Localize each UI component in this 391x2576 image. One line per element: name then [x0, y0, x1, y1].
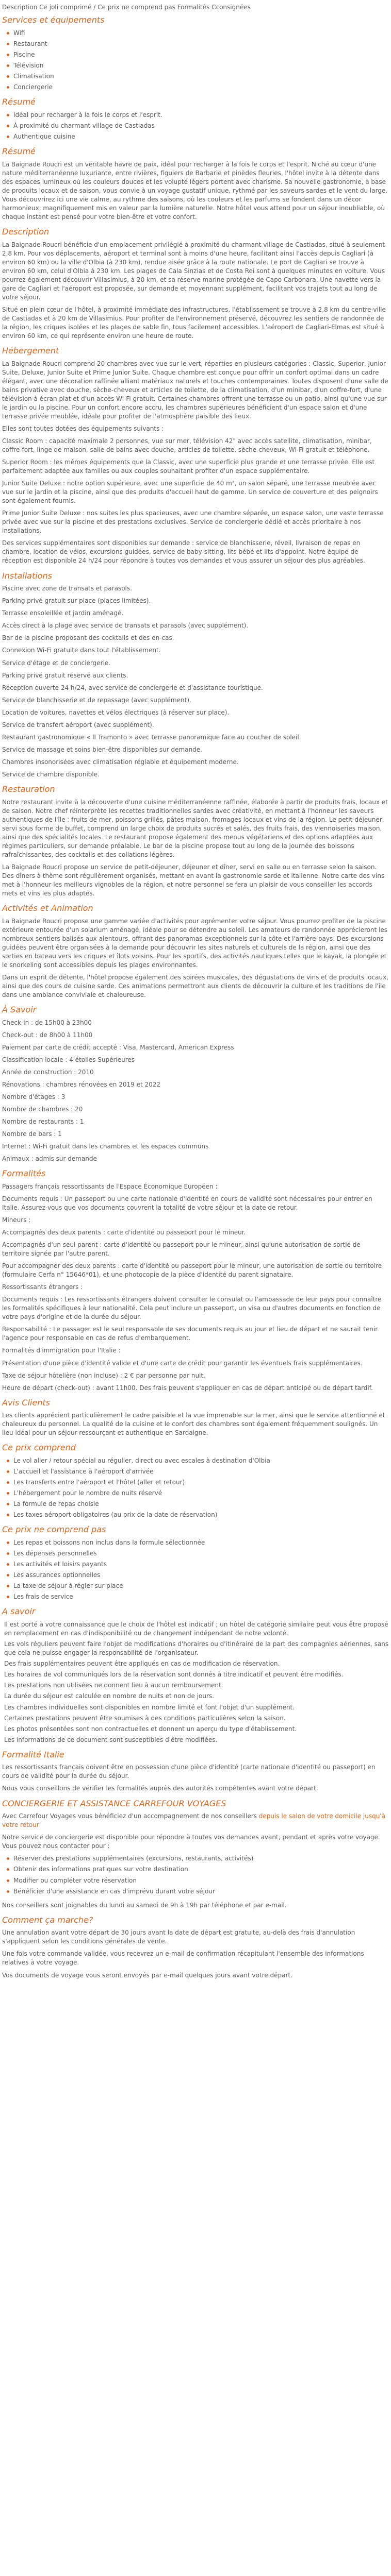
formalites-body [2, 1182, 389, 1393]
formalite-paragraph: Les ressortissants français doivent être en possession d'une pièce d'identité (carte nationale d'identité ou passeport) en cours de validité pour la durée du séjour. [2, 1764, 376, 1780]
installation-line: Service de massage et soins bien-être disponibles sur demande. [2, 745, 202, 753]
restauration-paragraph: Notre restaurant invite à la découverte d'une cuisine méditerranéenne raffinée, élaborée à partir de produits frais, locaux et de saison. Notre chef réinterprète les recettes traditionnelles sardes avec créativité, en mettant à l'honneur les saveurs authentiques de l'île : fruits de mer, poissons grillés, pâtes maison, fromages locaux et vins de la région. Le petit-déjeuner, servi sous forme de buffet, comprend un large choix de produits sucrés et salés, des fruits frais, des viennoiseries maison, ainsi que des spécialités locales. Le restaurant propose également des menus végétariens et des options adaptées aux régimes particuliers, sur demande préalable. Le bar de la piscine propose tout au long de la journée des boissons rafraîchissantes, des cocktails et des collations légères. [2, 798, 388, 858]
services-list [2, 29, 389, 92]
installation-line: Connexion Wi-Fi gratuite dans tout l'établissement. [2, 647, 161, 654]
resume-detail-body [2, 160, 389, 222]
installation-line: Parking privé gratuit sur place (places limitées). [2, 597, 151, 605]
conciergerie-intro [2, 1812, 389, 1829]
conciergerie-paragraph: Nos conseillers sont joignables du lundi au samedi de 9h à 19h par téléphone et par e-mail. [2, 1901, 287, 1909]
hebergement-paragraph: Elles sont toutes dotées des équipements suivants : [2, 425, 164, 433]
savoir-body [2, 1019, 389, 1163]
activites-paragraph: Dans un esprit de détente, l'hôtel propose également des soirées musicales, des dégustations de vins et de produits locaux, ainsi que des cours de cuisine sarde. Ces animations permettront aux clients de découvrir la culture et les traditions de l'île dans une ambiance conviviale et chaleureuse. [2, 973, 388, 998]
conciergerie-item: Bénéficier d'une assistance en cas d'imprévu durant votre séjour [13, 1887, 389, 1896]
prix-title: Ce prix comprend [2, 1443, 76, 1453]
savoir-line: Nombre de restaurants : 1 [2, 1118, 84, 1126]
formalites-paragraph: Pour accompagner des deux parents : carte d'identité ou passeport pour le mineur, une autorisation de sortie du territoire (formulaire Cerfa n° 15646*01), et une photocopie de la pièce d'identité du parent signataire. [2, 1262, 382, 1279]
description-paragraph: La Baignade Roucri bénéficie d'un emplacement privilégié à proximité du charmant village de Castiadas, situé à seulement 2,8 km. Pour vos déplacements, aéroport et terminal sont à moins d'une heure, facilitant ainsi l'accès depuis Cagliari (à environ 60 km) ou la ville d'Olbia (à 230 km), rendue aisée grâce à la route nationale. Le port de Cagliari se trouve à environ 60 km, celui d'Olbia à 230 km. Les plages de Cala Sinzias et de Costa Rei sont à quelques minutes en voiture. Vous pourrez également découvrir Villasimius, à 20 km, et sa réserve marine protégée de Capo Carbonara. Une navette vers la gare de Cagliari et l'aéroport est proposée, sur demande et moyennant supplément, facilitant vos trajets tout au long de votre séjour. [2, 241, 385, 301]
savoir-line: Paiement par carte de crédit accepté : Visa, Mastercard, American Express [2, 1043, 234, 1051]
conciergerie-list [2, 1854, 389, 1895]
prix-non-item: Les repas et boissons non inclus dans la formule sélectionnée [13, 1538, 389, 1547]
comment-paragraph: Une fois votre commande validée, vous recevrez un e-mail de confirmation récapitulant l'ensemble des informations relatives à votre voyage. [2, 1950, 364, 1967]
installation-line: Réception ouverte 24 h/24, avec service de conciergerie et d'assistance touristique. [2, 684, 263, 691]
formalites-paragraph: Documents requis : Un passeport ou une carte nationale d'identité en cours de validité sont nécessaires pour entrer en Italie. Assurez-vous que vos documents couvrent la totalité de votre séjour et la date de retour. [2, 1195, 372, 1212]
hebergement-paragraph: Prime Junior Suite Deluxe : nos suites les plus spacieuses, avec une chambre séparée, un espace salon, une vaste terrasse privée avec vue sur la piscine et des prestations exclusives. Service de conciergerie dédié et accès prioritaire à nos installations. [2, 510, 384, 535]
savoir-line: Classification locale : 4 étoiles Supérieures [2, 1056, 135, 1063]
service-item: Piscine [13, 50, 389, 59]
service-item: Wifi [13, 29, 389, 38]
installation-line: Chambres insonorisées avec climatisation réglable et équipement moderne. [2, 758, 239, 766]
hebergement-paragraph: La Baignade Roucri comprend 20 chambres avec vue sur le vert, réparties en plusieurs catégories : Classic, Superior, Junior Suite, Deluxe, Junior Suite et Prime Junior Suite. Chaque chambre est conçue pour offrir un confort optimal dans un cadre élégant, avec une décoration raffinée alliant matériaux naturels et touches contemporaines. Toutes disposent d'une salle de bains privative avec douche, sèche-cheveux et articles de toilette, de la climatisation, d'un minibar, d'un coffre-fort, d'une télévision à écran plat et d'un accès Wi-Fi gratuit. Certaines chambres offrent une terrasse ou un patio, ainsi qu'une vue sur le jardin ou la piscine. Pour un confort encore accru, les chambres supérieures bénéficient d'un espace salon et d'une terrasse privée meublée, idéale pour profiter de l'atmosphère paisible des lieux. [2, 360, 388, 420]
hebergement-title: Hébergement [2, 346, 59, 356]
restauration-paragraph: La Baignade Roucri propose un service de petit-déjeuner, déjeuner et dîner, servi en salle ou en terrasse selon la saison. Des dîners à thème sont régulièrement organisés, mettant en avant la gastronomie sarde et italienne. Notre carte des vins met à l'honneur les meilleurs vignobles de la région, et notre personnel se fera un plaisir de vous conseiller les accords mets et vins les plus adaptés. [2, 863, 385, 897]
formalite-italie-title: Formalité Italie [2, 1749, 64, 1759]
hebergement-paragraph: Classic Room : capacité maximale 2 personnes, vue sur mer, télévision 42" avec accès satellite, climatisation, minibar, coffre-fort, linge de maison, salle de bains avec douche, articles de toilette, sèche-cheveux, Wi-Fi gratuit et téléphone. [2, 437, 372, 454]
installations-body [2, 584, 389, 779]
activites-body [2, 917, 389, 999]
formalites-paragraph: Formalités d'immigration pour l'Italie : [2, 1347, 121, 1354]
service-item: Conciergerie [13, 83, 389, 92]
description-title: Description [2, 226, 50, 236]
savoir-line: Rénovations : chambres rénovées en 2019 et 2022 [2, 1080, 161, 1088]
prix-item: L'hébergement pour le nombre de nuits réservé [13, 1489, 389, 1498]
hebergement-paragraph: Des services supplémentaires sont disponibles sur demande : service de blanchisserie, réveil, livraison de repas en chambre, location de vélos, excursions guidées, service de baby-sitting, lits bébé et lits d'appoint. Notre équipe de réception est disponible 24 h/24 pour répondre à toutes vos demandes et vous assurer un séjour des plus agréables. [2, 539, 365, 565]
resume-item: Idéal pour recharger à la fois le corps et l'esprit. [13, 111, 389, 120]
formalites-paragraph: Accompagnés des deux parents : carte d'identité ou passeport pour le mineur. [2, 1229, 246, 1236]
description-paragraph: Situé en plein cœur de l'hôtel, à proximité immédiate des infrastructures, l'établissement se trouve à 2,8 km du centre-ville de Castiadas et à 20 km de Villasimius. Pour profiter de l'environnement préservé, découvrez les sentiers de randonnée de la région, les criques isolées et les plages de sable fin, tous facilement accessibles. L'aéroport de Cagliari-Elmas est situé à environ 60 km, ce qui représente environ une heure de route. [2, 306, 386, 340]
savoir-line: Animaux : admis sur demande [2, 1155, 97, 1163]
avis-title: Avis Clients [2, 1397, 50, 1408]
installation-line: Bar de la piscine proposant des cocktails et des en-cas. [2, 634, 174, 642]
savoir-line: Check-out : de 8h00 à 11h00 [2, 1031, 93, 1039]
prix-non-item: Les activités et loisirs payants [13, 1560, 389, 1569]
savoir-line: Check-in : de 15h00 à 23h00 [2, 1019, 92, 1026]
asavoir-title: A savoir [2, 1606, 36, 1617]
activites-paragraph: La Baignade Roucri propose une gamme variée d'activités pour agrémenter votre séjour. Vous pourrez profiter de la piscine extérieure entourée d'un solarium aménagé, idéale pour se détendre au soleil. Les amateurs de randonnée apprécieront les nombreux sentiers balisés aux alentours, offrant des panoramas exceptionnels sur la côte et l'arrière-pays. Des excursions guidées peuvent être organisées à la demande pour découvrir les sites naturels et culturels de la région, ainsi que des sorties en bateau vers les criques et îlots voisins. Pour les sportifs, des activités nautiques telles que le kayak, la plongée et le snorkeling sont accessibles depuis les plages environnantes. [2, 917, 388, 969]
asavoir-item: Il est porté à votre connaissance que le choix de l'hôtel est indicatif ; un hôtel de catégorie similaire peut vous être proposé en remplacement en cas d'indisponibilité ou de changement indépendant de notre volonté. [4, 1621, 388, 1637]
formalites-paragraph: Présentation d'une pièce d'identité valide et d'une carte de crédit pour garantir les éventuels frais supplémentaires. [2, 1359, 363, 1367]
asavoir-item: Les horaires de vol communiqués lors de la réservation sont donnés à titre indicatif et peuvent être modifiés. [4, 1671, 344, 1679]
hebergement-paragraph: Junior Suite Deluxe : notre option supérieure, avec une superficie de 40 m², un salon séparé, une terrasse meublée avec vue sur le jardin et la piscine, ainsi que des produits d'accueil haut de gamme. Un service de couverture et des peignoirs sont également fournis. [2, 480, 378, 505]
prix-list [2, 1456, 389, 1519]
comment-title: Comment ça marche? [2, 1914, 93, 1925]
formalites-paragraph: Mineurs : [2, 1216, 31, 1224]
prix-item: Les transferts entre l'aéroport et l'hôtel (aller et retour) [13, 1478, 389, 1487]
conciergerie-item: Réserver des prestations supplémentaires (excursions, restaurants, activités) [13, 1854, 389, 1863]
avis-paragraph: Les clients apprécient particulièrement le cadre paisible et la vue imprenable sur la mer, ainsi que le service attentionné et chaleureux du personnel. La qualité de la cuisine et le confort des chambres sont également fréquemment soulignés. Un lieu idéal pour un séjour ressourçant et authentique en Sardaigne. [2, 1412, 385, 1437]
conciergerie-paragraph: Notre service de conciergerie est disponible pour répondre à toutes vos demandes avant, pendant et après votre voyage. Vous pouvez nous contacter pour : [2, 1834, 380, 1850]
formalites-paragraph: Responsabilité : Le passager est le seul responsable de ses documents requis au jour et lieu de départ et ne saurait tenir l'agence pour responsable en cas de refus d'embarquement. [2, 1326, 378, 1342]
installation-line: Parking privé gratuit réservé aux clients. [2, 671, 128, 679]
asavoir-item: Les informations de ce document sont susceptibles d'être modifiées. [4, 1736, 218, 1743]
formalites-paragraph: Documents requis : Les ressortissants étrangers doivent consulter le consulat ou l'ambassade de leur pays pour connaître les formalités spécifiques à leur nationalité. Cela peut inclure un passeport, un visa ou d'autres documents en fonction de votre pays d'origine et de la durée du séjour. [2, 1296, 382, 1321]
activites-title: Activités et Animation [2, 903, 93, 913]
asavoir-item: Les vols réguliers peuvent faire l'objet de modifications d'horaires ou d'itinéraire de la part des compagnies aériennes, sans que cela ne puisse engager la responsabilité de l'organisateur. [4, 1640, 389, 1657]
installation-line: Accès direct à la plage avec service de transats et parasols (avec supplément). [2, 622, 249, 630]
prix-non-item: Les assurances optionnelles [13, 1571, 389, 1580]
comment-body [2, 1928, 389, 1979]
conciergerie-item: Modifier ou compléter votre réservation [13, 1876, 389, 1885]
installation-line: Service de blanchisserie et de repassage (avec supplément). [2, 696, 191, 704]
formalite-italie-body [2, 1763, 389, 1793]
prix-item: L'accueil et l'assistance à l'aéroport d'arrivée [13, 1467, 389, 1476]
prix-non-list [2, 1538, 389, 1601]
savoir-line: Année de construction : 2010 [2, 1068, 94, 1076]
prix-item: La formule de repas choisie [13, 1500, 389, 1509]
prix-non-item: Les frais de service [13, 1592, 389, 1601]
service-item: Restaurant [13, 40, 389, 48]
comment-paragraph: Une annulation avant votre départ de 30 jours avant la date de départ est gratuite, au-delà des frais d'annulation s'appliquent selon les conditions générales de vente. [2, 1929, 355, 1945]
installation-line: Terrasse ensoleillée et jardin aménagé. [2, 609, 124, 617]
conciergerie-emphasis: depuis le salon de votre domicile jusqu'à votre retour [2, 1812, 385, 1829]
restauration-title: Restauration [2, 784, 55, 794]
formalites-paragraph: Accompagnés d'un seul parent : carte d'identité ou passeport pour le mineur, ainsi qu'une autorisation de sortie de territoire signée par l'autre parent. [2, 1241, 361, 1258]
conciergerie-item: Obtenir des informations pratiques sur votre destination [13, 1865, 389, 1874]
resume-detail-title: Résumé [2, 146, 36, 156]
formalites-paragraph: Taxe de séjour hôtelière (non incluse) : 2 € par personne par nuit. [2, 1371, 205, 1379]
resume-title: Résumé [2, 97, 36, 107]
installation-line: Service d'étage et de conciergerie. [2, 659, 111, 667]
description-body [2, 241, 389, 341]
intro-text: Description Ce joli comprimé / Ce prix ne comprend pas Formalités Cconsignées [2, 4, 251, 11]
service-item: Climatisation [13, 72, 389, 81]
prix-non-item: La taxe de séjour à régler sur place [13, 1582, 389, 1590]
savoir-line: Internet : Wi-Fi gratuit dans les chambres et les espaces communs [2, 1143, 209, 1150]
installation-line: Piscine avec zone de transats et parasols. [2, 585, 132, 592]
asavoir-item: Les prestations non utilisées ne donnent lieu à aucun remboursement. [4, 1682, 223, 1689]
service-item: Télévision [13, 61, 389, 70]
avis-body [2, 1411, 389, 1437]
formalites-paragraph: Passagers français ressortissants de l'Espace Économique Européen : [2, 1183, 218, 1190]
hebergement-paragraph: Superior Room : les mêmes équipements que la Classic, avec une superficie plus grande et une terrasse privée. Elle est parfaitement adaptée aux familles ou aux couples souhaitant profiter d'un espace supplémentaire. [2, 459, 375, 475]
resume-list [2, 111, 389, 141]
savoir-line: Nombre de chambres : 20 [2, 1106, 83, 1113]
asavoir-list [2, 1620, 389, 1744]
hebergement-body [2, 360, 389, 566]
prix-non-title: Ce prix ne comprend pas [2, 1524, 106, 1535]
resume-paragraph: La Baignade Roucri est un véritable havre de paix, idéal pour recharger à la fois le corps et l'esprit. Niché au cœur d'une nature méditerranéenne luxuriante, entre rivières, figuiers de Barbarie et pinèdes fleuries, l'hôtel invite à la détente dans des espaces lumineux où les couleurs douces et les volupté légers portent avec charisme. Sa nouvelle gastronomie, à base de produits locaux et de saison, vous convie à un voyage gustatif unique, rythmé par les saveurs sardes et le vent du large. Vous découvrirez ici une vie calme, au rythme des saisons, où les couleurs et les parfums se fondent dans un décor harmonieux, magnifiquement mis en valeur par la lumière naturelle. Notre hôtel vous attend pour un séjour inoubliable, où chaque instant est pensé pour votre bien-être et votre confort. [2, 160, 388, 221]
asavoir-item: La durée du séjour est calculée en nombre de nuits et non de jours. [4, 1692, 215, 1700]
formalites-paragraph: Ressortissants étrangers : [2, 1283, 83, 1291]
prix-non-item: Les dépenses personnelles [13, 1549, 389, 1558]
formalite-paragraph: Nous vous conseillons de vérifier les formalités auprès des autorités compétentes avant votre départ. [2, 1785, 318, 1792]
installation-line: Restaurant gastronomique « Il Tramonto » avec terrasse panoramique face au coucher de soleil. [2, 733, 301, 741]
conciergerie-body [2, 1812, 389, 1909]
asavoir-item: Certaines prestations peuvent être soumises à des conditions particulières selon la saison. [4, 1714, 286, 1722]
asavoir-item: Les chambres individuelles sont disponibles en nombre limité et font l'objet d'un supplément. [4, 1703, 295, 1711]
conciergerie-title: CONCIERGERIE ET ASSISTANCE CARREFOUR VOYAGES [2, 1798, 226, 1808]
savoir-title: À Savoir [2, 1005, 37, 1015]
services-title: Services et équipements [2, 15, 105, 25]
formalites-title: Formalités [2, 1168, 46, 1179]
comment-paragraph: Vos documents de voyage vous seront envoyés par e-mail quelques jours avant votre départ. [2, 1971, 292, 1979]
installations-title: Installations [2, 570, 52, 581]
prix-item: Les taxes aéroport obligatoires (au prix de la date de réservation) [13, 1511, 389, 1519]
installation-line: Service de chambre disponible. [2, 770, 100, 778]
restauration-body [2, 798, 389, 898]
installation-line: Service de transfert aéroport (avec supplément). [2, 721, 154, 728]
prix-item: Le vol aller / retour spécial au régulier, direct ou avec escales à destination d'Olbia [13, 1456, 389, 1465]
installation-line: Location de voitures, navettes et vélos électriques (à réserver sur place). [2, 708, 230, 716]
asavoir-item: Les photos présentées sont non contractuelles et donnent un aperçu du type d'établissement. [4, 1725, 297, 1733]
resume-item: À proximité du charmant village de Castiadas [13, 122, 389, 130]
resume-item: Authentique cuisine [13, 132, 389, 141]
asavoir-item: Des frais supplémentaires peuvent être appliqués en cas de modification de réservation. [4, 1660, 280, 1668]
conciergerie-intro-text: Avec Carrefour Voyages vous bénéficiez d'un accompagnement de nos conseillers [2, 1812, 259, 1820]
savoir-line: Nombre de bars : 1 [2, 1130, 62, 1138]
formalites-paragraph: Heure de départ (check-out) : avant 11h00. Des frais peuvent s'appliquer en cas de départ anticipé ou de départ tardif. [2, 1384, 373, 1392]
savoir-line: Nombre d'étages : 3 [2, 1093, 66, 1101]
